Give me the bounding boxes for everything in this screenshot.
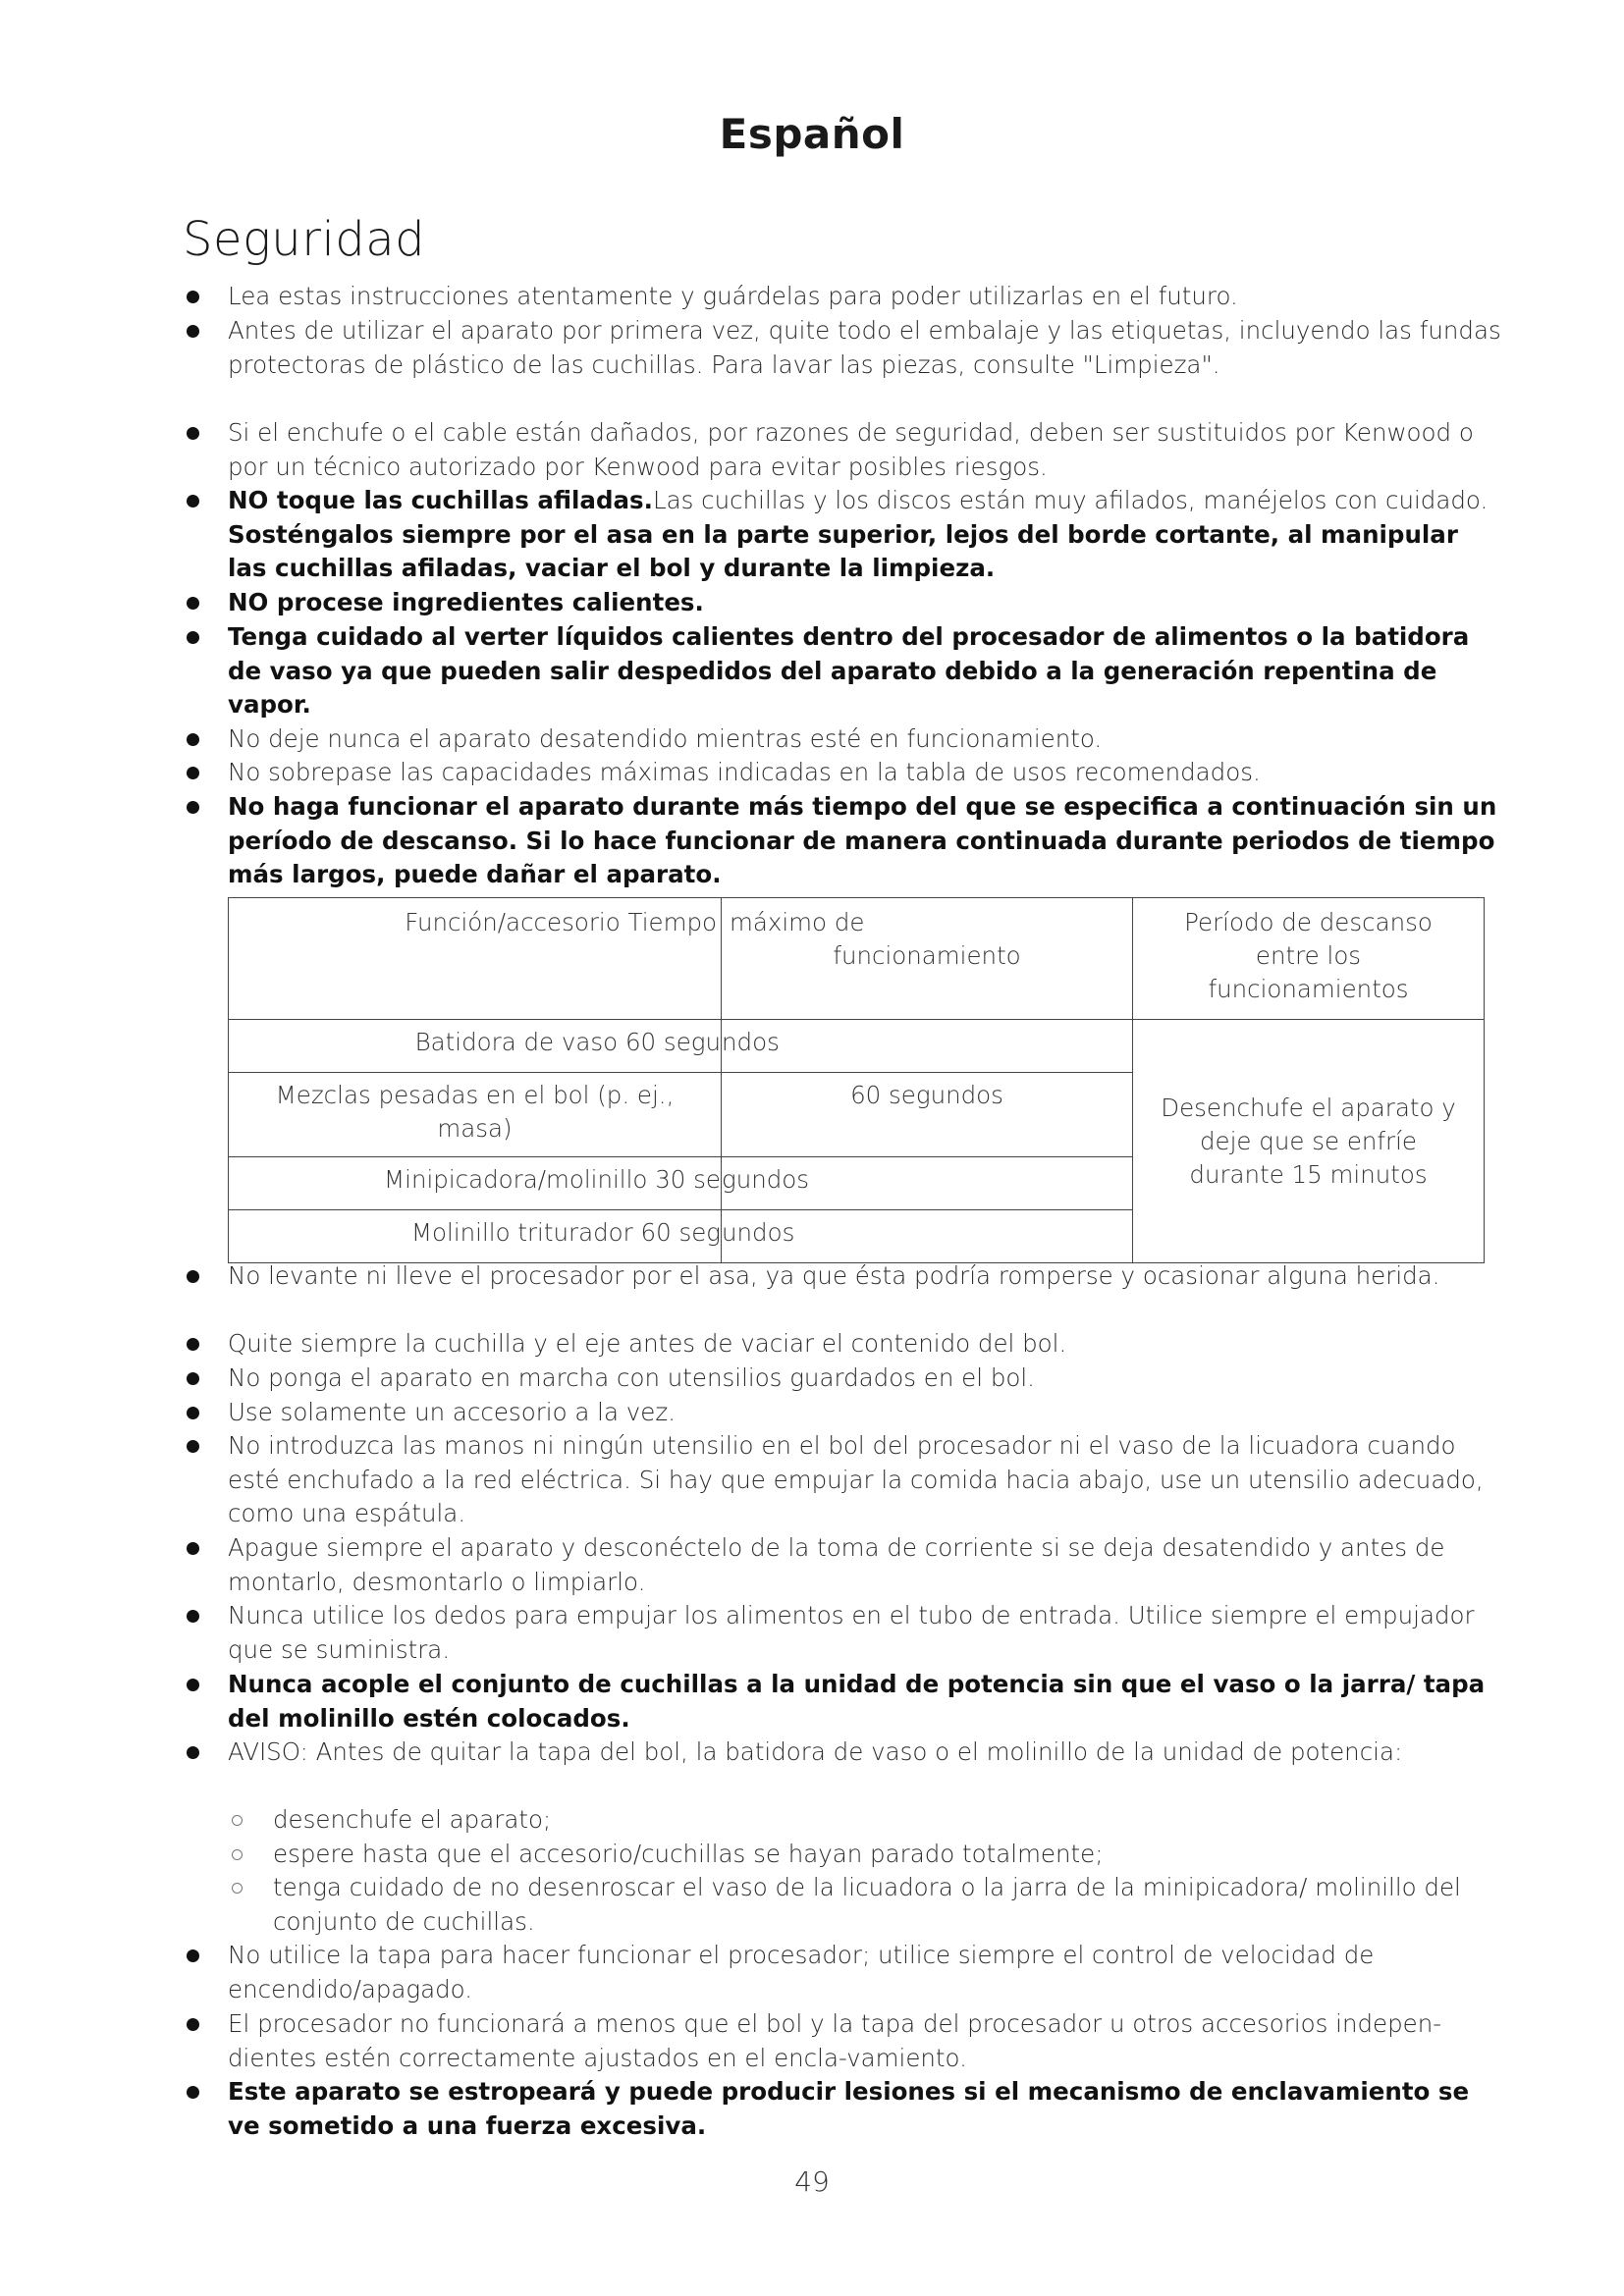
list-item: Nunca acople el conjunto de cuchillas a la unidad de potencia sin que el vaso o la jarra/ tapa del molinillo estén colocados. [228,1668,1504,1735]
usage-time-table [228,897,1485,1263]
list-item: AVISO: Antes de quitar la tapa del bol, la batidora de vaso o el molinillo de la unidad de potencia: [228,1735,1504,1770]
bullet-icon [187,1610,199,1623]
sub-list-item: tenga cuidado de no desenroscar el vaso de la licuadora o la jarra de la minipicadora/ molinillo del conjunto de cuchillas. [273,1871,1504,1939]
bullet-icon [187,427,199,440]
bullet-icon [187,801,199,814]
language-title: Español [719,110,905,158]
list-item: No deje nunca el aparato desatendido mientras esté en funcionamiento. [228,722,1504,757]
table-header-cell: Período de descanso entre los funcionamientos [1133,898,1485,1020]
list-item: Nunca utilice los dedos para empujar los alimentos en el tubo de entrada. Utilice siempre el empujador que se suministra. [228,1599,1504,1667]
table-header-cell: máximo de funcionamiento [722,898,1133,1020]
sub-list-item: desenchufe el aparato; [273,1803,1504,1838]
bullet-icon [187,1949,199,1962]
bullet-icon [187,2018,199,2031]
table-cell: gundos [722,1157,1133,1210]
table-cell: Mezclas pesadas en el bol (p. ej., masa) [229,1073,722,1157]
bullet-icon [187,325,199,338]
bullet-icon [187,597,199,610]
list-item: El procesador no funcionará a menos que el bol y la tapa del procesador u otros accesorios indepen-dientes estén correctamente ajustados en el encla-vamiento. [228,2007,1504,2075]
list-item: No sobrepase las capacidades máximas indicadas en la tabla de usos recomendados. [228,756,1504,790]
circle-bullet-icon [232,1849,243,1860]
table-cell: Batidora de vaso 60 segu [229,1020,722,1073]
circle-bullet-icon [232,1883,243,1894]
bullet-icon [187,2086,199,2099]
list-item: NO toque las cuchillas afiladas.Las cuchillas y los discos están muy afilados, manéjelos con cuidado. Sosténgalos siempre por el asa en la parte superior, lejos del borde cortante, al manipular las cuchillas afiladas, vaciar el bol y durante la limpieza. [228,484,1504,586]
bullet-icon [187,495,199,507]
bullet-icon [187,291,199,303]
table-cell: undos [722,1210,1133,1263]
list-item: Tenga cuidado al verter líquidos calientes dentro del procesador de alimentos o la batidora de vaso ya que pueden salir despedidos del aparato debido a la generación repentina de vapor. [228,620,1504,722]
circle-bullet-icon [232,1815,243,1826]
bullet-icon [187,1270,199,1283]
bullet-icon [187,1372,199,1385]
bullet-icon [187,1679,199,1691]
table-cell: Minipicadora/molinillo 30 se [229,1157,722,1210]
list-item: Use solamente un accesorio a la vez. [228,1396,1504,1430]
list-item: Si el enchufe o el cable están dañados, por razones de seguridad, deben ser sustituidos por Kenwood o por un técnico autorizado por Kenwood para evitar posibles riesgos. [228,416,1504,484]
list-item: No levante ni lleve el procesador por el asa, ya que ésta podría romperse y ocasionar alguna herida. [228,1259,1504,1294]
table-cell: Molinillo triturador 60 seg [229,1210,722,1263]
list-item: No introduzca las manos ni ningún utensilio en el bol del procesador ni el vaso de la licuadora cuando esté enchufado a la red eléctrica. Si hay que empujar la comida hacia abajo, use un utensilio adecuado, como una espátula. [228,1429,1504,1531]
list-item: Antes de utilizar el aparato por primera vez, quite todo el embalaje y las etiquetas, incluyendo las fundas protectoras de plástico de las cuchillas. Para lavar las piezas, consulte "Limpieza". [228,314,1504,382]
bullet-icon [187,1407,199,1419]
section-title: Seguridad [183,212,426,267]
list-item: No haga funcionar el aparato durante más tiempo del que se especifica a continuación sin un período de descanso. Si lo hace funcionar de manera continuada durante periodos de tiempo más largos, puede dañar el aparato. [228,790,1504,892]
list-item: Apague siempre el aparato y desconéctelo de la toma de corriente si se deja desatendido y antes de montarlo, desmontarlo o limpiarlo. [228,1531,1504,1599]
bullet-icon [187,1542,199,1555]
bullet-icon [187,1746,199,1759]
table-cell: 60 segundos [722,1073,1133,1157]
list-item: Lea estas instrucciones atentamente y guárdelas para poder utilizarlas en el futuro. [228,280,1504,314]
bullet-icon [187,733,199,746]
list-item: No utilice la tapa para hacer funcionar el procesador; utilice siempre el control de velocidad de encendido/apagado. [228,1939,1504,2006]
table-header-cell: Función/accesorio Tiempo [229,898,722,1020]
list-item: NO procese ingredientes calientes. [228,586,1504,620]
list-item: No ponga el aparato en marcha con utensilios guardados en el bol. [228,1362,1504,1396]
table-row [229,1020,1485,1073]
table-cell: ndos [722,1020,1133,1073]
bullet-icon [187,1440,199,1453]
sub-list-item: espere hasta que el accesorio/cuchillas se hayan parado totalmente; [273,1838,1504,1872]
list-item: Este aparato se estropeará y puede producir lesiones si el mecanismo de enclavamiento se ve sometido a una fuerza excesiva. [228,2075,1504,2143]
bullet-icon [187,767,199,779]
bullet-icon [187,631,199,644]
table-cell: Desenchufe el aparato y deje que se enfríe durante 15 minutos [1133,1020,1485,1263]
list-item: Quite siempre la cuchilla y el eje antes de vaciar el contenido del bol. [228,1327,1504,1362]
bullet-icon [187,1338,199,1351]
page-number: 49 [794,2165,830,2198]
table-header-row [229,898,1485,1020]
